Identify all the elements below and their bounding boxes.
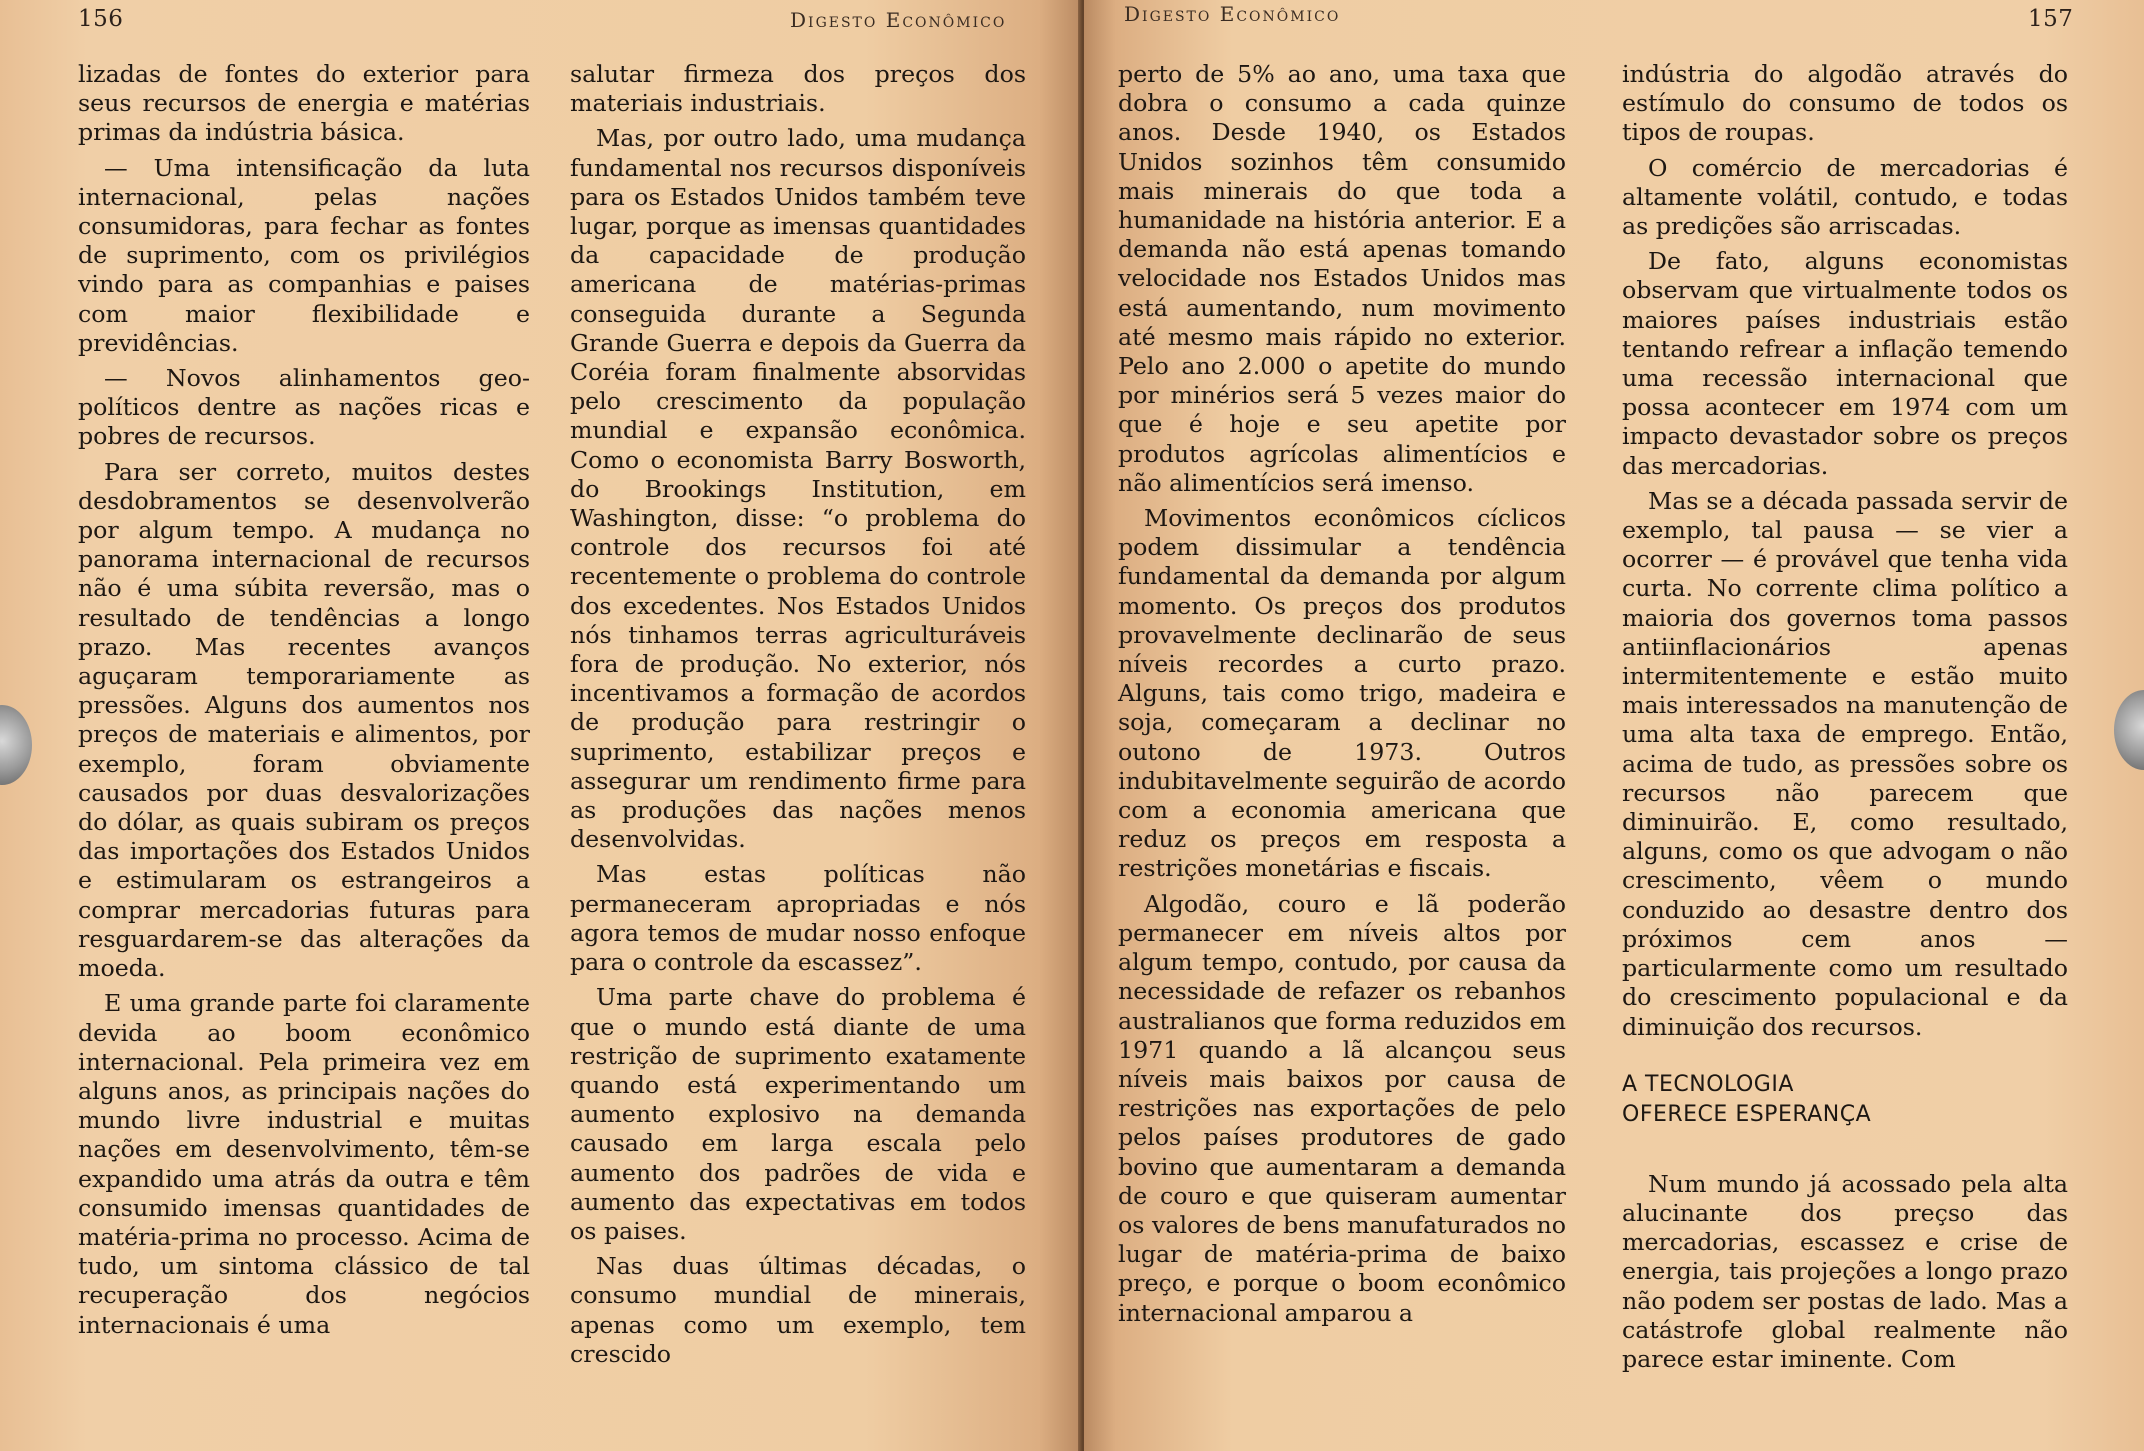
paragraph: — Novos alinhamentos geo-políticos dentre as nações ricas e pobres de recursos. — [78, 364, 530, 451]
right-column-1 — [1118, 60, 1566, 1334]
running-head-left: Digesto Econômico — [790, 8, 1007, 32]
section-heading-line-1: A TECNOLOGIA — [1622, 1071, 1794, 1097]
paragraph: Uma parte chave do problema é que o mundo está diante de uma restrição de suprimento exatamente quando está experimentando um aumento explosivo na demanda causado em larga escala pelo aumento dos padrões de vida e aumento das expectativas em todos os paises. — [570, 983, 1026, 1245]
paragraph: E uma grande parte foi claramente devida ao boom econômico internacional. Pela primeira vez em alguns anos, as principais nações do mundo livre industrial e muitas nações em desenvolvimento, têm-se expandido uma atrás da outra e têm consumido imensas quantidades de matéria-prima no processo. Acima de tudo, um sintoma clássico de tal recuperação dos negócios internacionais é uma — [78, 989, 530, 1339]
section-heading — [1622, 1070, 2068, 1130]
section-heading-line-2: OFERECE ESPERANÇA — [1622, 1101, 1872, 1127]
left-column-1 — [78, 60, 530, 1346]
running-head-right: Digesto Econômico — [1124, 2, 1341, 26]
page-number-left: 156 — [78, 6, 124, 32]
paragraph: Mas, por outro lado, uma mudança fundamental nos recursos disponíveis para os Estados Unidos também teve lugar, porque as imensas quantidades da capacidade de produção americana de matérias-primas conseguida durante a Segunda Grande Guerra e depois da Guerra da Coréia foram finalmente absorvidas pelo crescimento da população mundial e expansão econômica. Como o economista Barry Bosworth, do Brookings Institution, em Washington, disse: “o problema do controle dos recursos foi até recentemente o problema do controle dos excedentes. Nos Estados Unidos nós tinhamos terras agriculturáveis fora de produção. No exterior, nós incentivamos a formação de acordos de produção para restringir o suprimento, estabilizar preços e assegurar um rendimento firme para as produções das nações menos desenvolvidas. — [570, 124, 1026, 854]
paragraph: O comércio de mercadorias é altamente volátil, contudo, e todas as predições são arriscadas. — [1622, 153, 2068, 241]
paragraph: Para ser correto, muitos destes desdobramentos se desenvolverão por algum tempo. A mudança no panorama internacional de recursos não é uma súbita reversão, mas o resultado de tendências a longo prazo. Mas recentes avanços aguçaram temporariamente as pressões. Alguns dos aumentos nos preços de materiais e alimentos, por exemplo, foram obviamente causados por duas desvalorizações do dólar, as quais subiram os preços das importações dos Estados Unidos e estimularam os estrangeiros a comprar mercadorias futuras para resguardarem-se das alterações da moeda. — [78, 457, 530, 983]
paragraph: Algodão, couro e lã poderão permanecer em níveis altos por algum tempo, contudo, por causa da necessidade de refazer os rebanhos australianos que forma reduzidos em 1971 quando a lã alcançou seus níveis mais baixos por causa de restrições nas exportações de pelo pelos países produtores de gado bovino que aumentaram a demanda de couro e que quiseram aumentar os valores de bens manufaturados no lugar de matéria-prima de baixo preço, e porque o boom econômico internacional amparou a — [1118, 889, 1566, 1327]
binder-hole-left — [0, 705, 32, 785]
paragraph: Mas estas políticas não permaneceram apropriadas e nós agora temos de mudar nosso enfoque para o controle da escassez”. — [570, 860, 1026, 977]
paragraph: salutar firmeza dos preços dos materiais industriais. — [570, 60, 1026, 118]
paragraph: Num mundo já acossado pela alta alucinante dos preçso das mercadorias, escassez e crise de energia, tais projeções a longo prazo não podem ser postas de lado. Mas a catástrofe global realmente não parece estar iminente. Com — [1622, 1169, 2068, 1373]
paragraph: lizadas de fontes do exterior para seus recursos de energia e matérias primas da indústria básica. — [78, 60, 530, 147]
right-column-2 — [1622, 60, 2068, 1380]
page-number-right: 157 — [2028, 6, 2074, 32]
paragraph: indústria do algodão através do estímulo do consumo de todos os tipos de roupas. — [1622, 60, 2068, 147]
right-page — [1084, 0, 2144, 1451]
paragraph: — Uma intensificação da luta internacional, pelas nações consumidoras, para fechar as fontes de suprimento, com os privilégios vindo para as companhias e paises com maior flexibilidade e previdências. — [78, 153, 530, 357]
left-column-2 — [570, 60, 1026, 1375]
paragraph: De fato, alguns economistas observam que virtualmente todos os maiores países industriais estão tentando refrear a inflação temendo uma recessão internacional que possa acontecer em 1974 com um impacto devastador sobre os preços das mercadorias. — [1622, 247, 2068, 480]
paragraph: perto de 5% ao ano, uma taxa que dobra o consumo a cada quinze anos. Desde 1940, os Estados Unidos sozinhos têm consumido mais minerais do que toda a humanidade na história anterior. E a demanda não está apenas tomando velocidade nos Estados Unidos mas está aumentando, num movimento até mesmo mais rápido no exterior. Pelo ano 2.000 o apetite do mundo por minérios será 5 vezes maior do que é hoje e seu apetite por produtos agrícolas alimentícios e não alimentícios será imenso. — [1118, 60, 1566, 497]
paragraph: Mas se a década passada servir de exemplo, tal pausa — se vier a ocorrer — é provável que tenha vida curta. No corrente clima político a maioria dos governos toma passos antiinflacionários apenas intermitentemente e estão muito mais interessados na manutenção de uma alta taxa de emprego. Então, acima de tudo, as pressões sobre os recursos não parecem que diminuirão. E, como resultado, alguns, como os que advogam o não crescimento, vêem o mundo conduzido ao desastre dentro dos próximos cem anos — particularmente como um resultado do crescimento populacional e da diminuição dos recursos. — [1622, 486, 2068, 1041]
binder-hole-right — [2114, 690, 2144, 770]
paragraph: Movimentos econômicos cíclicos podem dissimular a tendência fundamental da demanda por algum momento. Os preços dos produtos provavelmente declinarão de seus níveis recordes a curto prazo. Alguns, tais como trigo, madeira e soja, começaram a declinar no outono de 1973. Outros indubitavelmente seguirão de acordo com a economia americana que reduz os preços em resposta a restrições monetárias e fiscais. — [1118, 504, 1566, 883]
paragraph: Nas duas últimas décadas, o consumo mundial de minerais, apenas como um exemplo, tem crescido — [570, 1252, 1026, 1368]
